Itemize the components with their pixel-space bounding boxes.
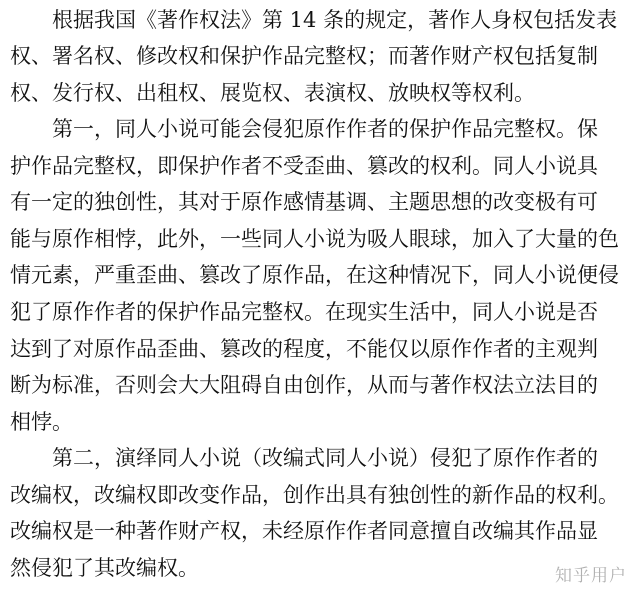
text-line: 护作品完整权，即保护作者不受歪曲、篡改的权利。同人小说具 (10, 154, 598, 178)
text-line: 改编权是一种著作财产权，未经原作作者同意擅自改编其作品显 (10, 519, 598, 543)
text-line: 第一，同人小说可能会侵犯原作作者的保护作品完整权。保 (52, 117, 598, 141)
text-line: 权、署名权、修改权和保护作品完整权；而著作财产权包括复制 (10, 44, 598, 68)
text-line: 能与原作相悖，此外，一些同人小说为吸人眼球，加入了大量的色 (10, 227, 619, 251)
text-line: 达到了对原作品歪曲、篡改的程度，不能仅以原作作者的主观判 (10, 337, 598, 361)
text-line: 犯了原作作者的保护作品完整权。在现实生活中，同人小说是否 (10, 300, 598, 324)
text-line: 有一定的独创性，其对于原作感情基调、主题思想的改变极有可 (10, 190, 598, 214)
text-line: 权、发行权、出租权、展览权、表演权、放映权等权利。 (10, 81, 535, 105)
text-line: 改编权，改编权即改变作品，创作出具有独创性的新作品的权利。 (10, 483, 619, 507)
text-line: 根据我国《著作权法》第 14 条的规定，著作人身权包括发表 (52, 8, 618, 32)
text-line: 然侵犯了其改编权。 (10, 556, 199, 580)
zhihu-watermark: 知乎用户 (555, 566, 627, 586)
text-line: 断为标准，否则会大大阻碍自由创作，从而与著作权法立法目的 (10, 373, 598, 397)
text-line: 相悖。 (10, 410, 73, 434)
text-line: 情元素，严重歪曲、篡改了原作品，在这种情况下，同人小说便侵 (10, 263, 619, 287)
text-line: 第二，演绎同人小说（改编式同人小说）侵犯了原作作者的 (52, 446, 598, 470)
